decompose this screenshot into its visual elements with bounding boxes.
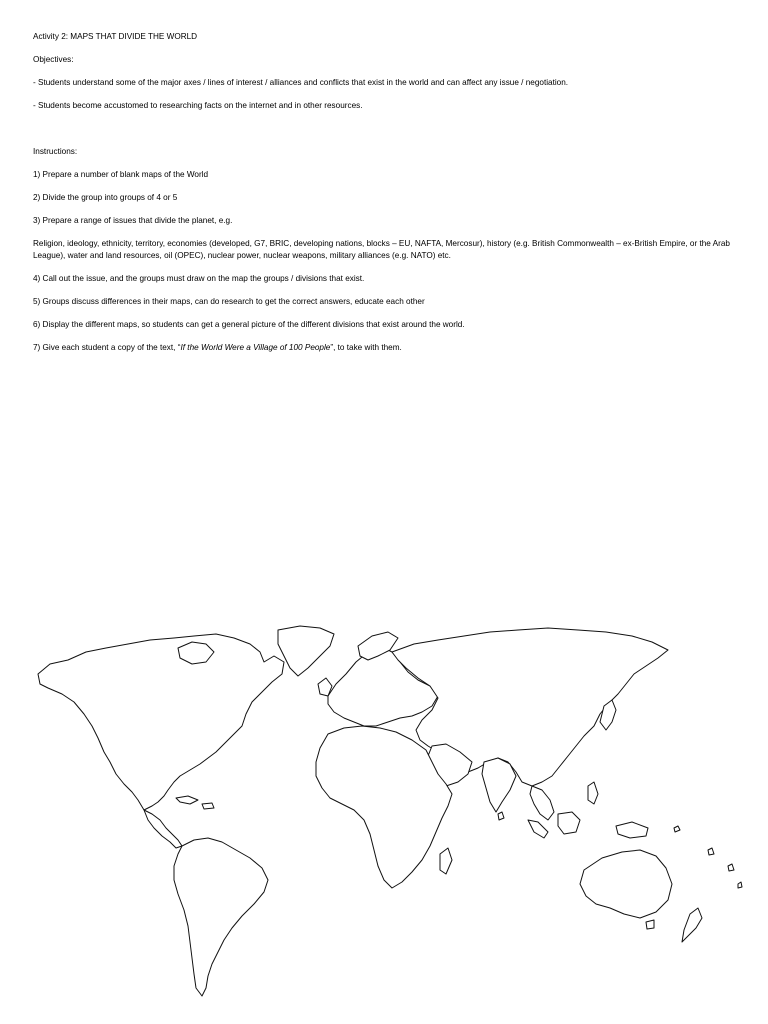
- madagascar-outline: [440, 848, 452, 874]
- objective-item: - Students understand some of the major axes / lines of interest / alliances and conflicts that exist in the world and can affect any issue / negotiation.: [33, 78, 569, 87]
- sumatra-outline: [528, 820, 548, 838]
- instruction-step-3-detail: Religion, ideology, ethnicity, territory, economies (developed, G7, BRIC, developing nations, blocks – EU, NAFTA, Mercosur), history (e.g. British Commonwealth – ex-British Empire, or the Arab League), water and land resources, oil (OPEC), nuclear power, nuclear weapons, military alliances (e.g. NATO) etc.: [33, 239, 730, 260]
- pacific-island-outline: [674, 826, 680, 832]
- pacific-island-outline: [738, 882, 742, 888]
- sri-lanka-outline: [498, 812, 504, 820]
- pacific-island-outline: [708, 848, 714, 855]
- tasmania-outline: [646, 920, 654, 929]
- new-guinea-outline: [616, 822, 648, 838]
- objective-item: - Students become accustomed to researching facts on the internet and in other resources.: [33, 101, 363, 110]
- south-america-outline: [174, 838, 268, 996]
- instruction-step-6: 6) Display the different maps, so students can get a general picture of the different divisions that exist around the world.: [33, 320, 465, 329]
- north-america-outline: [38, 634, 284, 810]
- australia-outline: [580, 850, 672, 918]
- instruction-step-7: [33, 342, 763, 354]
- step-7-prefix: 7) Give each student a copy of the text, “: [33, 343, 181, 352]
- philippines-outline: [588, 782, 598, 804]
- step-7-book-title: If the World Were a Village of 100 People: [180, 343, 331, 352]
- document-title: Activity 2: MAPS THAT DIVIDE THE WORLD: [33, 32, 198, 41]
- hispaniola-outline: [202, 803, 214, 809]
- instruction-step-5: 5) Groups discuss differences in their maps, can do research to get the correct answers, educate each other: [33, 297, 425, 306]
- pacific-island-outline: [728, 864, 734, 871]
- instruction-step-2: 2) Divide the group into groups of 4 or 5: [33, 193, 178, 202]
- instruction-step-3: 3) Prepare a range of issues that divide the planet, e.g.: [33, 216, 233, 225]
- indian-subcontinent-outline: [482, 758, 516, 812]
- instructions-heading: Instructions:: [33, 147, 78, 156]
- cuba-outline: [176, 796, 198, 804]
- world-map-outline: [28, 622, 744, 1006]
- instruction-step-4: 4) Call out the issue, and the groups must draw on the map the groups / divisions that exist.: [33, 274, 365, 283]
- southeast-asia-outline: [530, 786, 554, 820]
- greenland-outline: [278, 626, 334, 676]
- new-zealand-outline: [682, 908, 702, 942]
- document-text: [33, 31, 763, 354]
- central-america-outline: [144, 810, 182, 848]
- borneo-outline: [558, 812, 580, 834]
- blank-world-map: [28, 622, 744, 1006]
- instruction-step-1: 1) Prepare a number of blank maps of the World: [33, 170, 209, 179]
- objectives-heading: Objectives:: [33, 55, 74, 64]
- step-7-suffix: ”, to take with them.: [330, 343, 402, 352]
